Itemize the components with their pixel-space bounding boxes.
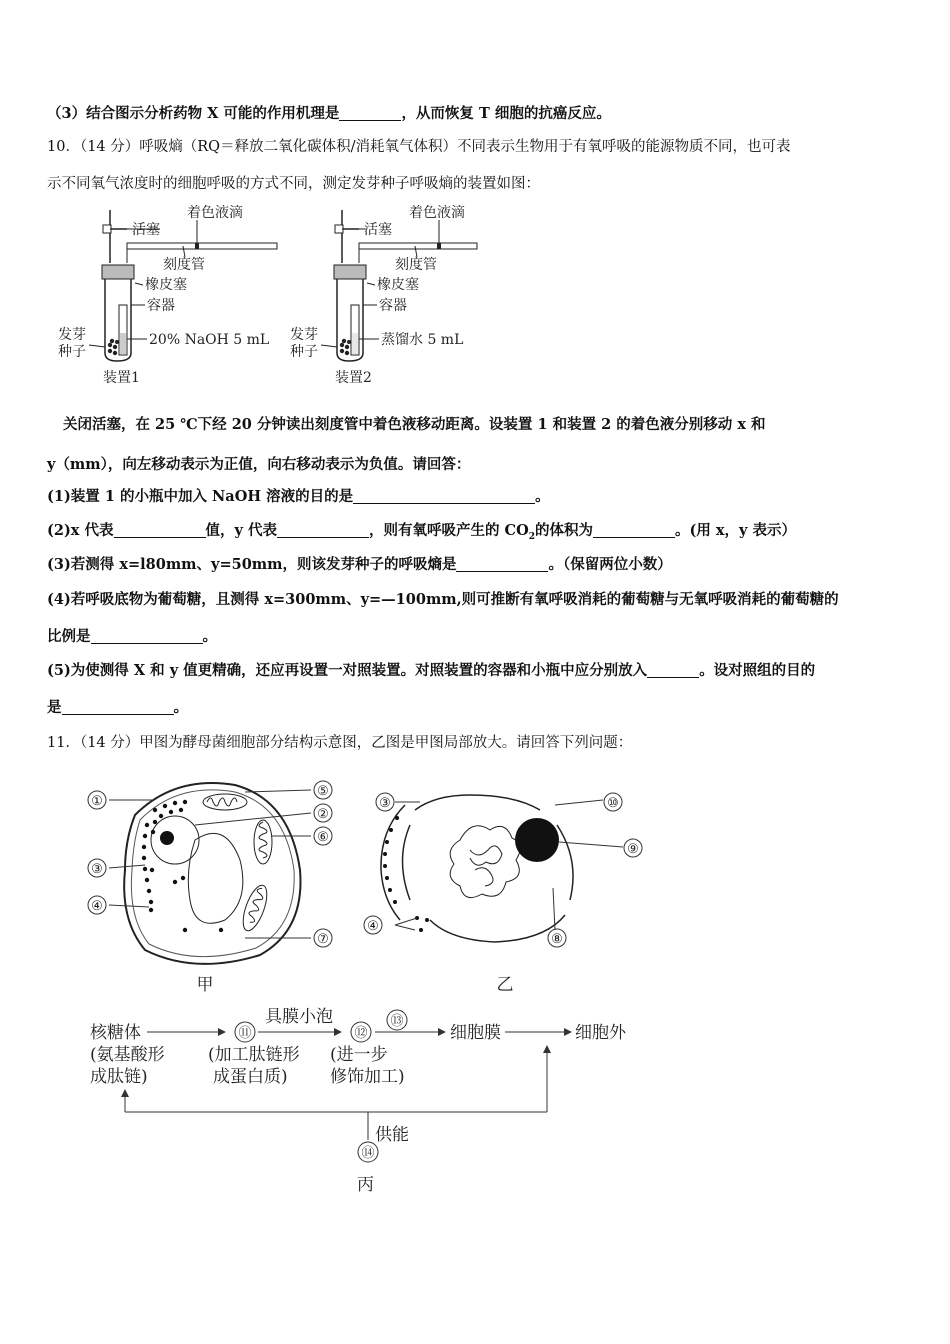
q11-intro-line bbox=[47, 733, 632, 753]
flow-sub11-1: (加工肽链形 bbox=[208, 1045, 300, 1065]
answer-blank[interactable] bbox=[62, 699, 174, 715]
q10-s2-e: 。(用 x，y 表示） bbox=[674, 522, 797, 539]
caption-bing: 丙 bbox=[357, 1175, 374, 1195]
answer-blank[interactable] bbox=[353, 488, 535, 504]
label-10: ⑩ bbox=[607, 796, 619, 811]
label-valve-2: 活塞 bbox=[364, 222, 392, 238]
label-container-1: 容器 bbox=[147, 298, 175, 314]
q10-sub4b bbox=[47, 627, 217, 647]
q9-part3-tail: ，从而恢复 T 细胞的抗癌反应。 bbox=[401, 105, 611, 122]
flow-ribosome-sub1: (氨基酸形 bbox=[90, 1045, 165, 1065]
label-stopper-1: 橡皮塞 bbox=[145, 277, 187, 293]
nucleus-yi bbox=[364, 793, 642, 995]
label-1: ① bbox=[91, 794, 103, 809]
label-container-2: 容器 bbox=[379, 298, 407, 314]
answer-blank[interactable] bbox=[647, 662, 699, 678]
label-seed-1a: 发芽 bbox=[58, 327, 86, 343]
q10-sub2 bbox=[47, 521, 796, 547]
answer-blank[interactable] bbox=[114, 522, 206, 538]
q10-s5a-text: (5)为使测得 X 和 y 值更精确，还应再设置一对照装置。对照装置的容器和小瓶中应分别放入 bbox=[47, 662, 648, 679]
q10-s1-end: 。 bbox=[535, 488, 550, 505]
q10-s2-b: 值，y 代表 bbox=[205, 522, 277, 539]
label-naoh: 20% NaOH 5 mL bbox=[149, 332, 270, 348]
q10-s5a-end: 。设对照组的目的 bbox=[699, 662, 816, 679]
q10-s3-text: (3)若测得 x=l80mm、y=50mm，则该发芽种子的呼吸熵是 bbox=[47, 556, 457, 573]
flow-outside: 细胞外 bbox=[575, 1023, 626, 1043]
answer-blank[interactable] bbox=[277, 522, 369, 538]
label-device-1: 装置1 bbox=[103, 370, 140, 386]
label-6: ⑥ bbox=[317, 830, 329, 845]
q10-s5b-text: 是 bbox=[47, 699, 62, 716]
flow-label-13: ⑬ bbox=[390, 1014, 404, 1029]
q10-sub5a bbox=[47, 661, 815, 681]
caption-yi: 乙 bbox=[496, 975, 514, 995]
label-seed-2b: 种子 bbox=[290, 344, 318, 360]
label-3: ③ bbox=[91, 862, 103, 877]
label-drop-2: 着色液滴 bbox=[409, 205, 465, 221]
label-5: ⑤ bbox=[317, 784, 329, 799]
flow-energy: 供能 bbox=[375, 1125, 409, 1145]
answer-blank[interactable] bbox=[339, 105, 401, 121]
answer-blank[interactable] bbox=[456, 556, 548, 572]
q10-para2-text: y（mm），向左移动表示为正值，向右移动表示为负值。请回答： bbox=[47, 456, 471, 473]
q10-s4a-text: (4)若呼吸底物为葡萄糖，且测得 x=300mm、y=—100mm,则可推断有氧呼吸消耗的葡萄糖与无氧呼吸消耗的葡萄糖的 bbox=[47, 591, 839, 608]
q10-s5-end: 。 bbox=[173, 699, 188, 716]
flow-sub12-1: (进一步 bbox=[330, 1045, 388, 1065]
q11-intro-text: 11．（14 分）甲图为酵母菌细胞部分结构示意图，乙图是甲图局部放大。请回答下列问题： bbox=[47, 735, 633, 751]
label-water: 蒸馏水 5 mL bbox=[381, 332, 464, 348]
flow-sub11-2: 成蛋白质) bbox=[213, 1067, 288, 1087]
flow-ribosome: 核糖体 bbox=[90, 1023, 141, 1043]
rough-er-dots bbox=[383, 816, 429, 932]
q10-sub5b bbox=[47, 698, 188, 718]
label-8: ⑧ bbox=[551, 932, 563, 947]
label-drop-1: 着色液滴 bbox=[187, 205, 243, 221]
label-7: ⑦ bbox=[317, 932, 329, 947]
q10-intro-line1 bbox=[47, 137, 790, 157]
q10-intro2: 示不同氧气浓度时的细胞呼吸的方式不同，测定发芽种子呼吸熵的装置如图： bbox=[47, 176, 540, 192]
q10-intro1: 10．（14 分）呼吸熵（RQ＝释放二氧化碳体积/消耗氧气体积）不同表示生物用于有氧呼吸的能源物质不同，也可表 bbox=[47, 139, 791, 155]
flow-label-14: ⑭ bbox=[361, 1146, 375, 1161]
label-tube-2: 刻度管 bbox=[395, 257, 437, 273]
mitochondrion bbox=[203, 794, 272, 934]
label-3b: ③ bbox=[379, 796, 391, 811]
label-2: ② bbox=[317, 807, 329, 822]
device-1 bbox=[58, 205, 277, 386]
q10-sub1 bbox=[47, 487, 550, 507]
flow-membrane: 细胞膜 bbox=[450, 1023, 501, 1043]
q10-s3-end: 。（保留两位小数） bbox=[548, 556, 672, 573]
labels-yi bbox=[364, 793, 642, 947]
flow-sub12-2: 修饰加工) bbox=[330, 1067, 405, 1087]
q10-s2-sub: 2 bbox=[528, 531, 535, 542]
flow-ribosome-sub2: 成肽链) bbox=[90, 1067, 148, 1087]
yeast-cell-figure bbox=[75, 770, 675, 1000]
caption-jia: 甲 bbox=[196, 975, 214, 995]
q10-sub3 bbox=[47, 555, 672, 575]
q9-part3-text: （3）结合图示分析药物 X 可能的作用机理是 bbox=[47, 105, 340, 122]
label-9: ⑨ bbox=[627, 842, 639, 857]
respiration-apparatus-figure bbox=[55, 205, 485, 395]
q10-s2-a: (2)x 代表 bbox=[47, 522, 114, 539]
q9-part3-line bbox=[47, 104, 611, 124]
q10-sub4a bbox=[47, 590, 839, 610]
answer-blank[interactable] bbox=[593, 522, 675, 538]
label-stopper-2: 橡皮塞 bbox=[377, 277, 419, 293]
q10-s4-end: 。 bbox=[202, 628, 217, 645]
q10-para2 bbox=[47, 455, 470, 475]
q10-s1-text: (1)装置 1 的小瓶中加入 NaOH 溶液的目的是 bbox=[47, 488, 354, 505]
q10-s2-d: 的体积为 bbox=[534, 522, 593, 539]
flow-vesicle: 具膜小泡 bbox=[265, 1007, 333, 1027]
cell-jia bbox=[88, 781, 332, 995]
label-tube-1: 刻度管 bbox=[163, 257, 205, 273]
label-seed-2a: 发芽 bbox=[290, 327, 318, 343]
q10-s2-c: ，则有氧呼吸产生的 CO bbox=[369, 522, 529, 539]
flow-label-12: ⑫ bbox=[354, 1026, 368, 1041]
label-seed-1b: 种子 bbox=[58, 344, 86, 360]
protein-secretion-flowchart bbox=[85, 1000, 655, 1200]
device-2 bbox=[290, 205, 477, 386]
flow-label-11: ⑪ bbox=[238, 1026, 252, 1041]
label-4: ④ bbox=[91, 899, 103, 914]
answer-blank[interactable] bbox=[91, 628, 203, 644]
label-valve-1: 活塞 bbox=[132, 222, 160, 238]
q10-intro-line2 bbox=[47, 174, 540, 194]
label-4b: ④ bbox=[367, 919, 379, 934]
q10-para1 bbox=[63, 415, 766, 435]
q10-s4b-text: 比例是 bbox=[47, 628, 91, 645]
leader-lines-yi bbox=[395, 800, 623, 930]
label-device-2: 装置2 bbox=[335, 370, 372, 386]
q10-para1-text: 关闭活塞，在 25 ℃下经 20 分钟读出刻度管中着色液移动距离。设装置 1 和装置 2 的着色液分别移动 x 和 bbox=[63, 416, 766, 433]
